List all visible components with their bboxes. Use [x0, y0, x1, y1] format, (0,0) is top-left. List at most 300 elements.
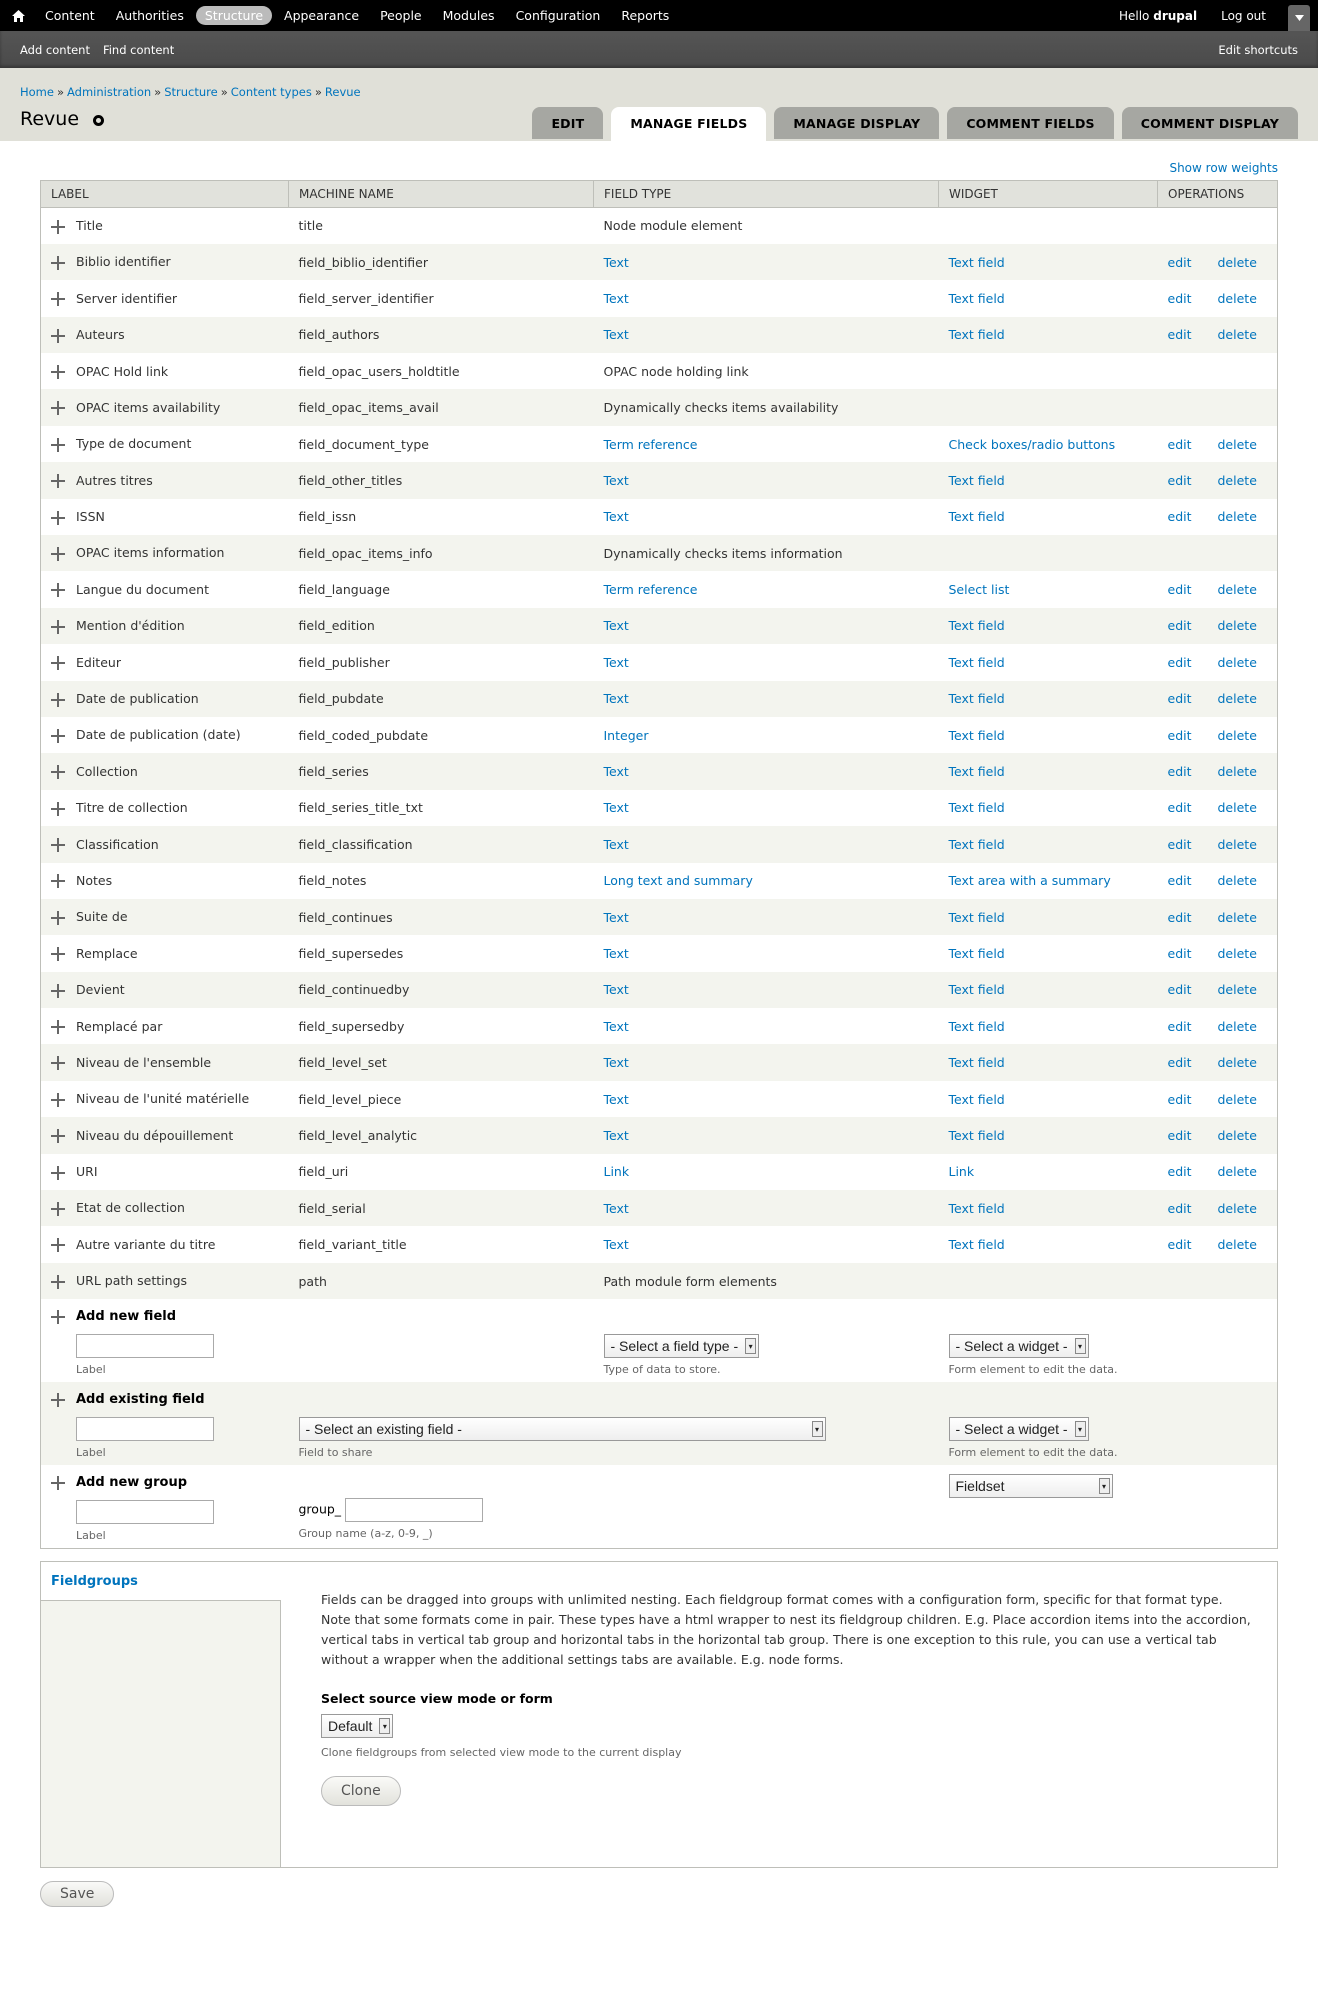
operations-cell	[1158, 972, 1278, 1008]
field-label-cell	[41, 644, 289, 680]
source-view-mode-label: Select source view mode or form	[321, 1691, 553, 1707]
field-label-cell	[41, 717, 289, 753]
edit-link[interactable]: edit	[1167, 618, 1192, 634]
drag-handle-icon[interactable]	[51, 474, 65, 488]
widget-link[interactable]: Text field	[948, 1018, 1005, 1034]
group-name-prefix: group_	[298, 1501, 342, 1517]
widget-link[interactable]: Text field	[948, 1200, 1005, 1216]
drag-handle-icon[interactable]	[51, 1129, 65, 1143]
delete-link[interactable]: delete	[1217, 1018, 1257, 1034]
chevron-down-icon: ▾	[379, 1718, 390, 1734]
drag-handle-icon[interactable]	[51, 620, 65, 634]
edit-link[interactable]: edit	[1167, 1200, 1192, 1216]
toolbar-menu-people[interactable]: People	[380, 8, 422, 23]
field-type[interactable]: Integer	[603, 727, 649, 743]
drag-handle-icon[interactable]	[51, 583, 65, 597]
field-type[interactable]: Text	[603, 472, 629, 488]
field-label: URL path settings	[76, 1273, 188, 1289]
widget-cell	[939, 353, 1158, 389]
delete-link[interactable]: delete	[1217, 1237, 1257, 1253]
field-label-cell	[41, 863, 289, 899]
shortcuts-toggle-icon[interactable]	[1288, 5, 1310, 31]
drag-handle-icon[interactable]	[51, 765, 65, 779]
edit-link[interactable]: edit	[1167, 1018, 1192, 1034]
field-row	[41, 899, 1278, 935]
field-type[interactable]: Text	[603, 909, 629, 925]
drag-handle-icon[interactable]	[51, 656, 65, 670]
widget-link[interactable]: Text field	[948, 1055, 1005, 1071]
breadcrumb-content-types[interactable]: Content types	[230, 85, 312, 99]
toolbar-menu-reports[interactable]: Reports	[621, 8, 670, 23]
field-label-cell	[41, 244, 289, 280]
field-type: Path module form elements	[603, 1273, 777, 1289]
field-label-cell	[41, 1154, 289, 1190]
edit-link[interactable]: edit	[1167, 290, 1192, 306]
field-type[interactable]: Link	[603, 1164, 630, 1180]
field-type-cell	[594, 389, 939, 425]
drag-handle-icon[interactable]	[51, 838, 65, 852]
shortcuts-bar	[0, 31, 1318, 68]
field-row	[41, 499, 1278, 535]
operations-cell	[1158, 462, 1278, 498]
field-row	[41, 317, 1278, 353]
breadcrumb-structure[interactable]: Structure	[164, 85, 218, 99]
fieldgroups-tab-list	[41, 1600, 281, 1867]
drag-handle-icon[interactable]	[51, 1202, 65, 1216]
toolbar-menu-appearance[interactable]: Appearance	[284, 8, 360, 23]
widget-link[interactable]: Check boxes/radio buttons	[948, 436, 1116, 452]
field-type[interactable]: Text	[603, 691, 629, 707]
field-row	[41, 717, 1278, 753]
edit-link[interactable]: edit	[1167, 1164, 1192, 1180]
drag-handle-icon[interactable]	[51, 547, 65, 561]
operations-cell	[1158, 717, 1278, 753]
field-row	[41, 426, 1278, 462]
source-view-mode-select[interactable]: Default ▾	[321, 1714, 393, 1738]
delete-link[interactable]: delete	[1217, 909, 1257, 925]
delete-link[interactable]: delete	[1217, 618, 1257, 634]
drag-handle-icon[interactable]	[51, 947, 65, 961]
field-type[interactable]: Text	[603, 290, 629, 306]
field-row	[41, 863, 1278, 899]
field-type-cell	[594, 644, 939, 680]
widget-link[interactable]: Text field	[948, 982, 1005, 998]
delete-link[interactable]: delete	[1217, 873, 1257, 889]
field-label: Notes	[76, 872, 113, 888]
field-type[interactable]: Long text and summary	[603, 873, 753, 889]
edit-link[interactable]: edit	[1167, 254, 1192, 270]
operations-cell	[1158, 1081, 1278, 1117]
drag-handle-icon[interactable]	[51, 438, 65, 452]
shortcut-add-content[interactable]: Add content	[20, 42, 90, 57]
edit-link[interactable]: edit	[1167, 800, 1192, 816]
operations-cell	[1158, 1117, 1278, 1153]
widget-cell	[939, 681, 1158, 717]
new-field-label-description: Label	[76, 1363, 106, 1377]
field-type[interactable]: Text	[603, 1018, 629, 1034]
field-label-cell	[41, 608, 289, 644]
delete-link[interactable]: delete	[1217, 691, 1257, 707]
operations-cell	[1158, 353, 1278, 389]
new-field-widget-select[interactable]: - Select a widget - ▾	[949, 1334, 1089, 1358]
widget-link[interactable]: Text field	[948, 909, 1005, 925]
delete-link[interactable]: delete	[1217, 836, 1257, 852]
tab-comment-display[interactable]: COMMENT DISPLAY	[1122, 107, 1298, 139]
user-name[interactable]: drupal	[1153, 8, 1198, 23]
field-type-cell	[594, 753, 939, 789]
delete-link[interactable]: delete	[1217, 946, 1257, 961]
widget-link[interactable]: Text field	[948, 1127, 1005, 1143]
contextual-gear-icon[interactable]	[93, 115, 104, 126]
widget-link[interactable]: Text field	[948, 1091, 1005, 1107]
widget-link[interactable]: Text field	[948, 509, 1005, 525]
machine-name: field_classification	[289, 826, 594, 862]
field-row	[41, 571, 1278, 607]
widget-link[interactable]: Text field	[948, 327, 1005, 343]
drag-handle-icon[interactable]	[51, 802, 65, 816]
delete-link[interactable]: delete	[1217, 1200, 1257, 1216]
delete-link[interactable]: delete	[1217, 290, 1257, 306]
edit-link[interactable]: edit	[1167, 436, 1192, 452]
add-new-field-title: Add new field	[76, 1309, 177, 1325]
tab-edit[interactable]: EDIT	[532, 107, 603, 139]
field-label: Niveau du dépouillement	[76, 1127, 234, 1143]
widget-link[interactable]: Text field	[948, 290, 1005, 306]
field-type-cell	[594, 571, 939, 607]
field-type[interactable]: Text	[603, 327, 629, 343]
edit-link[interactable]: edit	[1167, 582, 1192, 598]
field-label-cell	[41, 681, 289, 717]
field-type[interactable]: Text	[603, 836, 629, 852]
existing-field-label-input[interactable]	[76, 1417, 214, 1441]
edit-link[interactable]: edit	[1167, 873, 1192, 889]
add-new-group-title: Add new group	[76, 1475, 188, 1491]
field-row	[41, 644, 1278, 680]
field-type[interactable]: Text	[603, 800, 629, 816]
field-label-cell	[41, 499, 289, 535]
clone-button[interactable]: Clone	[321, 1776, 401, 1806]
drag-handle-icon[interactable]	[51, 693, 65, 707]
delete-link[interactable]: delete	[1217, 1164, 1257, 1180]
widget-link[interactable]: Text field	[948, 946, 1005, 961]
field-type-cell	[594, 935, 939, 971]
existing-field-description: Field to share	[298, 1446, 373, 1460]
drag-handle-icon[interactable]	[51, 365, 65, 379]
widget-link[interactable]: Text field	[948, 472, 1005, 488]
edit-link[interactable]: edit	[1167, 836, 1192, 852]
existing-field-select[interactable]: - Select an existing field - ▾	[299, 1417, 826, 1441]
field-row	[41, 935, 1278, 971]
edit-link[interactable]: edit	[1167, 946, 1192, 961]
delete-link[interactable]: delete	[1217, 654, 1257, 670]
add-existing-field-row	[41, 1382, 1278, 1465]
field-label: Biblio identifier	[76, 254, 171, 270]
widget-cell	[939, 972, 1158, 1008]
tab-comment-fields[interactable]: COMMENT FIELDS	[947, 107, 1113, 139]
field-label-cell	[41, 426, 289, 462]
widget-link[interactable]: Text area with a summary	[948, 873, 1111, 889]
machine-name: field_edition	[289, 608, 594, 644]
tab-manage-fields[interactable]: MANAGE FIELDS	[611, 107, 766, 141]
source-view-mode-description: Clone fieldgroups from selected view mode to the current display	[321, 1746, 682, 1760]
field-type-cell	[594, 1008, 939, 1044]
field-type[interactable]: Text	[603, 254, 629, 270]
widget-cell	[939, 1117, 1158, 1153]
drag-handle-icon[interactable]	[51, 1476, 65, 1490]
operations-cell	[1158, 317, 1278, 353]
field-type-cell	[594, 1044, 939, 1080]
delete-link[interactable]: delete	[1217, 982, 1257, 998]
edit-link[interactable]: edit	[1167, 654, 1192, 670]
widget-cell	[939, 1263, 1158, 1299]
edit-link[interactable]: edit	[1167, 727, 1192, 743]
delete-link[interactable]: delete	[1217, 1091, 1257, 1107]
drag-handle-icon[interactable]	[51, 1238, 65, 1252]
fieldgroups-tab[interactable]: Fieldgroups	[51, 1574, 138, 1590]
delete-link[interactable]: delete	[1217, 727, 1257, 743]
group-format-select[interactable]: Fieldset ▾	[949, 1474, 1113, 1498]
edit-link[interactable]: edit	[1167, 1237, 1192, 1253]
field-type-cell	[594, 499, 939, 535]
edit-link[interactable]: edit	[1167, 472, 1192, 488]
widget-link[interactable]: Text field	[948, 764, 1005, 780]
machine-name: field_coded_pubdate	[298, 727, 429, 743]
delete-link[interactable]: delete	[1217, 509, 1257, 525]
field-type[interactable]: Text	[603, 1237, 629, 1253]
field-label-cell	[41, 462, 289, 498]
field-label-cell	[41, 1044, 289, 1080]
operations-cell	[1158, 1226, 1278, 1262]
drag-handle-icon[interactable]	[51, 256, 65, 270]
field-label: Autre variante du titre	[76, 1236, 216, 1252]
field-type[interactable]: Text	[603, 1200, 629, 1216]
toolbar-menu-content[interactable]: Content	[45, 8, 95, 23]
field-label-cell	[41, 972, 289, 1008]
field-row	[41, 1263, 1278, 1299]
drag-handle-icon[interactable]	[51, 1393, 65, 1407]
field-label-cell	[41, 1226, 289, 1262]
column-header-field-type: FIELD TYPE	[594, 181, 939, 208]
breadcrumb-revue[interactable]: Revue	[324, 85, 361, 99]
field-label: Titre de collection	[76, 800, 188, 816]
widget-link[interactable]: Text field	[948, 727, 1005, 743]
delete-link[interactable]: delete	[1217, 436, 1257, 452]
group-name-input[interactable]	[345, 1498, 483, 1522]
operations-cell	[1158, 571, 1278, 607]
delete-link[interactable]: delete	[1217, 1127, 1257, 1143]
edit-link[interactable]: edit	[1167, 982, 1192, 998]
toolbar-menu-structure[interactable]: Structure	[196, 6, 272, 25]
delete-link[interactable]: delete	[1217, 800, 1257, 816]
home-icon[interactable]	[0, 0, 36, 31]
show-row-weights-link[interactable]: Show row weights	[1169, 161, 1278, 175]
field-type-cell	[594, 681, 939, 717]
field-type[interactable]: Text	[603, 618, 629, 634]
new-field-label-input[interactable]	[76, 1334, 214, 1358]
field-type[interactable]: Term reference	[603, 582, 698, 598]
add-new-field-row	[41, 1299, 1278, 1382]
widget-cell	[939, 863, 1158, 899]
manage-fields-table	[40, 180, 1278, 1549]
field-type-cell	[594, 790, 939, 826]
drag-handle-icon[interactable]	[51, 1093, 65, 1107]
group-name-description: Group name (a-z, 0-9, _)	[298, 1527, 433, 1541]
edit-link[interactable]: edit	[1167, 764, 1192, 780]
field-type[interactable]: Text	[603, 982, 629, 998]
field-row	[41, 608, 1278, 644]
widget-cell	[939, 826, 1158, 862]
toolbar-menu-configuration[interactable]: Configuration	[515, 8, 601, 23]
delete-link[interactable]: delete	[1217, 1055, 1257, 1071]
edit-link[interactable]: edit	[1167, 327, 1192, 343]
field-row	[41, 1190, 1278, 1226]
drag-handle-icon[interactable]	[51, 401, 65, 415]
field-row	[41, 244, 1278, 280]
machine-name: field_uri	[298, 1164, 349, 1180]
new-field-type-select[interactable]: - Select a field type - ▾	[604, 1334, 760, 1358]
save-button[interactable]: Save	[40, 1881, 114, 1907]
machine-name: field_variant_title	[298, 1237, 407, 1253]
fieldgroups-help-text-1: Fields can be dragged into groups with unlimited nesting. Each fieldgroup format comes with a configuration form, specific for that format type.	[321, 1592, 1223, 1608]
field-type-cell	[594, 899, 939, 935]
widget-link[interactable]: Text field	[948, 800, 1005, 816]
field-type[interactable]: Term reference	[603, 436, 698, 452]
field-type[interactable]: Text	[603, 1091, 629, 1107]
delete-link[interactable]: delete	[1217, 254, 1257, 270]
widget-link[interactable]: Text field	[948, 1237, 1005, 1253]
existing-field-widget-select[interactable]: - Select a widget - ▾	[949, 1417, 1089, 1441]
drag-handle-icon[interactable]	[51, 1020, 65, 1034]
drag-handle-icon[interactable]	[51, 1275, 65, 1289]
field-type[interactable]: Text	[603, 509, 629, 525]
page-title: Revue	[20, 108, 80, 130]
toolbar-menu-modules[interactable]: Modules	[442, 8, 495, 23]
field-row	[41, 389, 1278, 425]
field-label-cell	[41, 753, 289, 789]
field-label-cell	[41, 353, 289, 389]
toolbar-menu	[36, 6, 681, 25]
drag-handle-icon[interactable]	[51, 329, 65, 343]
breadcrumb: Home » Administration » Structure » Content types » Revue	[20, 85, 361, 99]
field-row	[41, 280, 1278, 316]
drag-handle-icon[interactable]	[51, 1056, 65, 1070]
field-type[interactable]: Text	[603, 764, 629, 780]
delete-link[interactable]: delete	[1217, 582, 1257, 598]
main-content	[0, 141, 1318, 1907]
drag-handle-icon[interactable]	[51, 874, 65, 888]
field-label: Autres titres	[76, 472, 153, 488]
drag-handle-icon[interactable]	[51, 292, 65, 306]
edit-link[interactable]: edit	[1167, 909, 1192, 925]
widget-link[interactable]: Link	[948, 1164, 975, 1180]
operations-cell	[1158, 426, 1278, 462]
drag-handle-icon[interactable]	[51, 729, 65, 743]
widget-link[interactable]: Select list	[948, 582, 1010, 598]
drag-handle-icon[interactable]	[51, 220, 65, 234]
drag-handle-icon[interactable]	[51, 1166, 65, 1180]
machine-name: field_continues	[289, 899, 594, 935]
new-group-label-input[interactable]	[76, 1500, 214, 1524]
field-row	[41, 208, 1278, 244]
widget-cell	[939, 499, 1158, 535]
field-type-cell	[594, 1226, 939, 1262]
field-label-cell	[41, 826, 289, 862]
operations-cell	[1158, 1008, 1278, 1044]
delete-link[interactable]: delete	[1217, 472, 1257, 488]
field-row	[41, 1008, 1278, 1044]
logout-link[interactable]: Log out	[1221, 8, 1266, 23]
widget-cell	[939, 535, 1158, 571]
field-type[interactable]: Text	[603, 946, 629, 961]
widget-link[interactable]: Text field	[948, 254, 1005, 270]
edit-link[interactable]: edit	[1167, 1055, 1192, 1071]
field-label: Editeur	[76, 654, 121, 670]
edit-link[interactable]: edit	[1167, 1091, 1192, 1107]
chevron-down-icon: ▾	[1099, 1478, 1110, 1494]
field-type[interactable]: Text	[603, 1055, 629, 1071]
tab-manage-display[interactable]: MANAGE DISPLAY	[774, 107, 939, 139]
chevron-down-icon: ▾	[1075, 1421, 1086, 1437]
field-label: Suite de	[76, 909, 128, 925]
field-label: Devient	[76, 982, 125, 998]
drag-handle-icon[interactable]	[51, 1310, 65, 1324]
drag-handle-icon[interactable]	[51, 984, 65, 998]
machine-name: field_opac_users_holdtitle	[298, 363, 460, 379]
field-type-cell	[594, 280, 939, 316]
machine-name: field_serial	[289, 1190, 594, 1226]
breadcrumb-administration[interactable]: Administration	[67, 85, 152, 99]
edit-link[interactable]: edit	[1167, 691, 1192, 707]
drag-handle-icon[interactable]	[51, 911, 65, 925]
shortcut-find-content[interactable]: Find content	[102, 42, 175, 57]
delete-link[interactable]: delete	[1217, 327, 1257, 343]
edit-link[interactable]: edit	[1167, 509, 1192, 525]
field-type-cell	[594, 426, 939, 462]
field-type[interactable]: Text	[603, 1127, 629, 1143]
widget-cell	[939, 1081, 1158, 1117]
machine-name: field_issn	[298, 509, 357, 525]
field-type[interactable]: Text	[603, 654, 629, 670]
field-label: Collection	[76, 763, 138, 779]
widget-cell	[939, 608, 1158, 644]
column-header-widget: WIDGET	[939, 181, 1158, 208]
delete-link[interactable]: delete	[1217, 764, 1257, 780]
operations-cell	[1158, 1263, 1278, 1299]
breadcrumb-home[interactable]: Home	[20, 85, 54, 99]
field-label-cell	[41, 1081, 289, 1117]
machine-name: title	[298, 218, 323, 234]
field-type-cell	[594, 1081, 939, 1117]
field-type-cell	[594, 535, 939, 571]
add-existing-field-title: Add existing field	[76, 1392, 205, 1408]
drag-handle-icon[interactable]	[51, 511, 65, 525]
fieldgroups-help-text-2: Note that some formats come in pair. These types have a html wrapper to nest its fieldgroup children. E.g. Place accordion items into the accordion, vertical tabs in vertical tab group and horizontal tabs in the horizontal tab group. There is one exception to this rule, you can use a vertical tab without a wrapper when the additional settings tabs are available. E.g. node forms.	[321, 1612, 1251, 1668]
widget-link[interactable]: Text field	[948, 618, 1005, 634]
edit-shortcuts-link[interactable]: Edit shortcuts	[1218, 42, 1298, 57]
widget-link[interactable]: Text field	[948, 836, 1005, 852]
widget-cell	[939, 1154, 1158, 1190]
field-label-cell	[41, 899, 289, 935]
widget-link[interactable]: Text field	[948, 691, 1005, 707]
widget-cell	[939, 389, 1158, 425]
edit-link[interactable]: edit	[1167, 1127, 1192, 1143]
widget-link[interactable]: Text field	[948, 654, 1005, 670]
field-type-cell	[594, 972, 939, 1008]
toolbar-menu-authorities[interactable]: Authorities	[115, 8, 184, 23]
operations-cell	[1158, 790, 1278, 826]
widget-cell	[939, 790, 1158, 826]
column-header-label: LABEL	[41, 181, 289, 208]
